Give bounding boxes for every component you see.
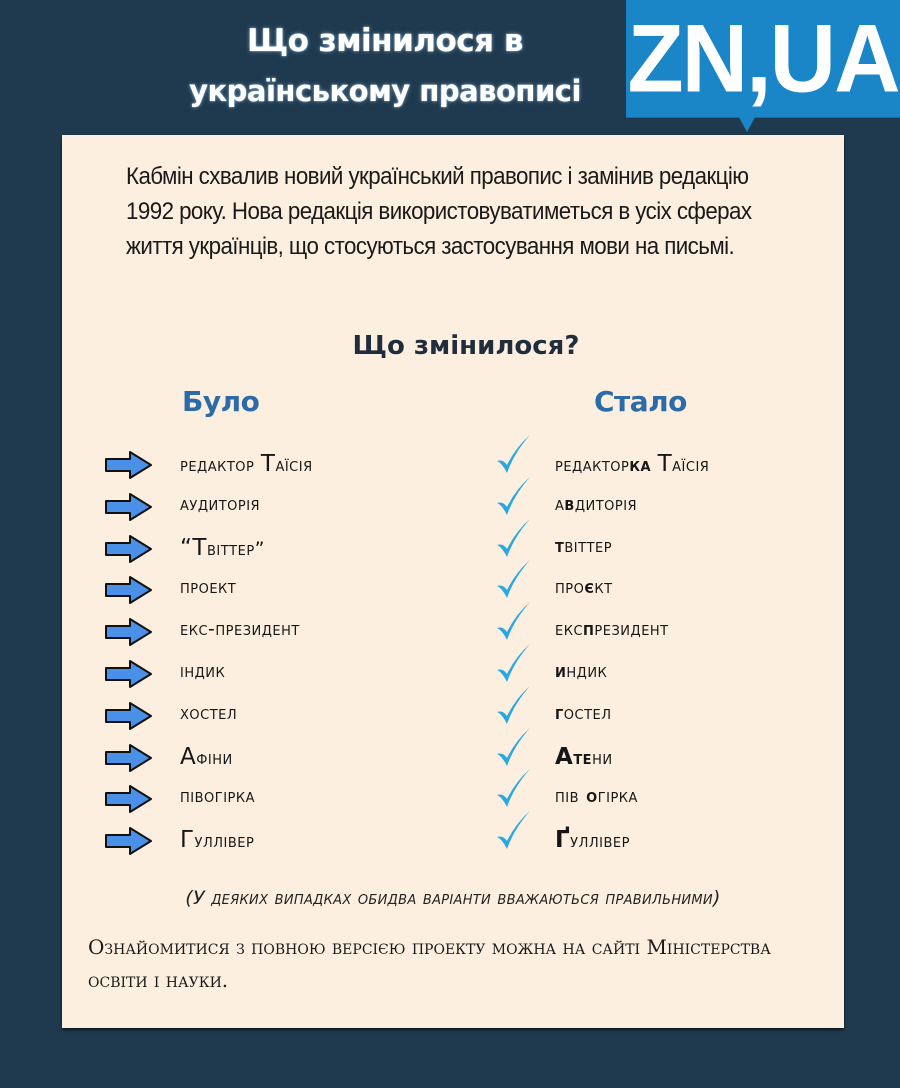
comparison-row [62, 779, 844, 821]
content-card [62, 135, 844, 1028]
comparison-row [62, 612, 844, 654]
checkmark-icon [494, 682, 532, 728]
arrow-right-icon [104, 575, 154, 605]
checkmark-icon [494, 598, 532, 644]
checkmark-icon [494, 724, 532, 770]
comparison-row [62, 487, 844, 529]
comparison-row [62, 738, 844, 780]
arrow-right-icon [104, 743, 154, 773]
checkmark-icon [494, 640, 532, 686]
old-spelling: півогірка [180, 785, 255, 808]
new-spelling: индик [555, 659, 608, 682]
title-line-2: українському правописі [189, 74, 581, 108]
comparison-row [62, 654, 844, 696]
old-spelling: індик [180, 659, 226, 682]
checkmark-icon [494, 807, 532, 853]
old-spelling: Гуллівер [180, 827, 255, 854]
title-line-1: Що змінилося в [247, 23, 523, 59]
logo-speech-pointer [735, 110, 759, 132]
arrow-right-icon [104, 492, 154, 522]
comparison-row [62, 445, 844, 487]
old-spelling: екс-президент [180, 618, 300, 641]
arrow-right-icon [104, 617, 154, 647]
new-spelling: Атени [555, 743, 613, 770]
comparison-row [62, 529, 844, 571]
old-spelling: редактор Таїсія [180, 451, 313, 477]
new-spelling: гостел [555, 701, 612, 724]
arrow-right-icon [104, 450, 154, 480]
intro-paragraph: Кабмін схвалив новий український правопис і замінив редакцію 1992 року. Нова редакція використовуватиметься в усіх сферах життя українців, що стосуються застосування мови на письмі. [126, 163, 752, 260]
new-spelling: твіттер [555, 534, 613, 557]
column-heading-after: Стало [594, 385, 687, 418]
comparison-row [62, 821, 844, 863]
old-spelling: аудиторія [180, 492, 261, 515]
checkmark-icon [494, 431, 532, 477]
comparison-row [62, 570, 844, 612]
arrow-right-icon [104, 659, 154, 689]
arrow-right-icon [104, 534, 154, 564]
checkmark-icon [494, 515, 532, 561]
new-spelling: Ґуллівер [555, 827, 630, 854]
new-spelling: проєкт [555, 576, 613, 599]
note-text: (У деяких випадках обидва варіанти вважаються правильними) [185, 887, 721, 909]
comparison-row [62, 696, 844, 738]
old-spelling: Афіни [180, 743, 233, 770]
arrow-right-icon [104, 826, 154, 856]
section-heading: Що змінилося? [352, 331, 580, 361]
old-spelling: “Твіттер” [180, 534, 265, 561]
checkmark-icon [494, 765, 532, 811]
comparison-list [62, 445, 844, 863]
new-spelling: експрезидент [555, 618, 669, 641]
checkmark-icon [494, 556, 532, 602]
checkmark-icon [494, 473, 532, 519]
arrow-right-icon [104, 784, 154, 814]
old-spelling: проект [180, 576, 237, 599]
arrow-right-icon [104, 701, 154, 731]
page-title [150, 16, 620, 116]
old-spelling: хостел [180, 701, 238, 724]
zn-ua-logo: ZN,UA [626, 0, 900, 118]
new-spelling: пів огірка [555, 785, 638, 808]
footer-text: Ознайомитися з повною версією проекту можна на сайті Міністерства освіти і науки. [88, 935, 771, 992]
new-spelling: авдиторія [555, 492, 638, 515]
new-spelling: редакторка Таїсія [555, 451, 710, 477]
column-heading-before: Було [182, 385, 260, 418]
